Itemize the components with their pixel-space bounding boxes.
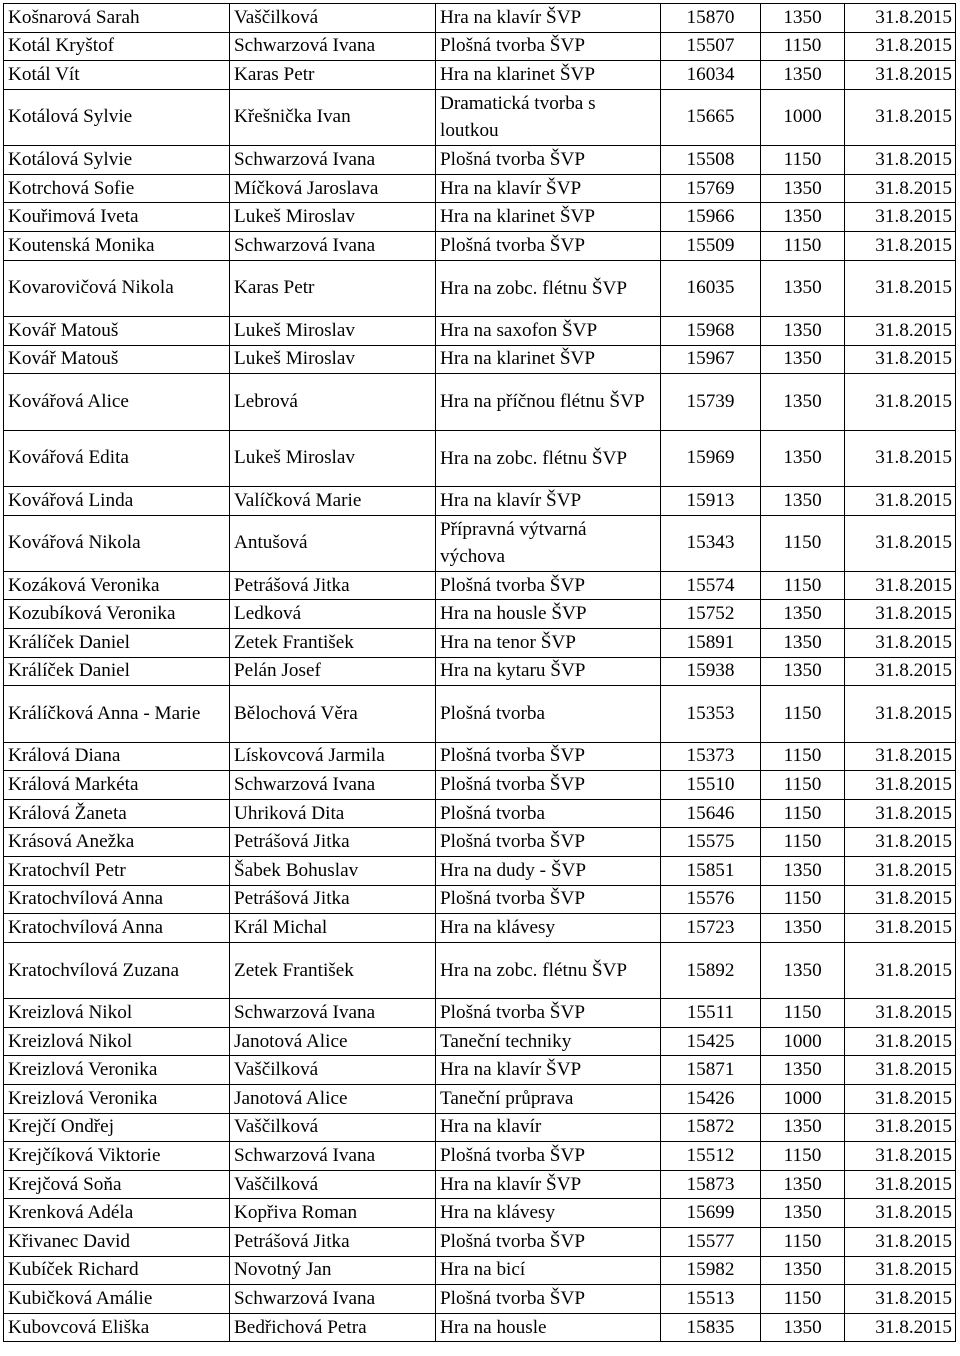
price-cell: 1350	[761, 1170, 845, 1199]
price-cell: 1150	[761, 146, 845, 175]
table-row	[4, 1056, 956, 1085]
student-name-cell: Kozubíková Veronika	[4, 600, 230, 629]
student-name-cell: Křivanec David	[4, 1227, 230, 1256]
date-cell: 31.8.2015	[845, 629, 956, 658]
subject-cell: Hra na příčnou flétnu ŠVP	[436, 374, 661, 430]
price-cell: 1350	[761, 174, 845, 203]
student-name-cell: Krenková Adéla	[4, 1199, 230, 1228]
subject-cell: Hra na klavír ŠVP	[436, 1056, 661, 1085]
teacher-name-cell: Petrášová Jitka	[230, 571, 436, 600]
date-cell: 31.8.2015	[845, 600, 956, 629]
teacher-name-cell: Kopřiva Roman	[230, 1199, 436, 1228]
date-cell: 31.8.2015	[845, 914, 956, 943]
subject-cell: Plošná tvorba ŠVP	[436, 999, 661, 1028]
teacher-name-cell: Král Michal	[230, 914, 436, 943]
price-cell: 1150	[761, 231, 845, 260]
code-cell: 15851	[661, 857, 761, 886]
code-cell: 15646	[661, 799, 761, 828]
subject-cell: Hra na bicí	[436, 1256, 661, 1285]
teacher-name-cell: Novotný Jan	[230, 1256, 436, 1285]
code-cell: 16034	[661, 61, 761, 90]
teacher-name-cell: Šabek Bohuslav	[230, 857, 436, 886]
teacher-name-cell: Bělochová Věra	[230, 686, 436, 742]
teacher-name-cell: Vaščilková	[230, 4, 436, 33]
table-row	[4, 515, 956, 571]
teacher-name-cell: Petrášová Jitka	[230, 885, 436, 914]
table-row	[4, 1256, 956, 1285]
date-cell: 31.8.2015	[845, 942, 956, 998]
date-cell: 31.8.2015	[845, 345, 956, 374]
code-cell: 15891	[661, 629, 761, 658]
code-cell: 15576	[661, 885, 761, 914]
code-cell: 15574	[661, 571, 761, 600]
price-cell: 1000	[761, 1027, 845, 1056]
date-cell: 31.8.2015	[845, 657, 956, 686]
student-name-cell: Krejčí Ondřej	[4, 1113, 230, 1142]
code-cell: 15575	[661, 828, 761, 857]
code-cell: 15508	[661, 146, 761, 175]
subject-cell: Hra na housle	[436, 1313, 661, 1342]
student-name-cell: Kotrchová Sofie	[4, 174, 230, 203]
table-row	[4, 600, 956, 629]
date-cell: 31.8.2015	[845, 771, 956, 800]
price-cell: 1150	[761, 571, 845, 600]
code-cell: 15938	[661, 657, 761, 686]
subject-cell: Plošná tvorba ŠVP	[436, 231, 661, 260]
table-row	[4, 742, 956, 771]
teacher-name-cell: Schwarzová Ivana	[230, 1142, 436, 1171]
date-cell: 31.8.2015	[845, 686, 956, 742]
subject-cell: Dramatická tvorba s loutkou	[436, 89, 661, 145]
code-cell: 15966	[661, 203, 761, 232]
table-row	[4, 32, 956, 61]
date-cell: 31.8.2015	[845, 1113, 956, 1142]
subject-cell: Plošná tvorba ŠVP	[436, 571, 661, 600]
date-cell: 31.8.2015	[845, 203, 956, 232]
date-cell: 31.8.2015	[845, 430, 956, 486]
code-cell: 15513	[661, 1285, 761, 1314]
date-cell: 31.8.2015	[845, 1084, 956, 1113]
student-name-cell: Kovářová Nikola	[4, 515, 230, 571]
code-cell: 15343	[661, 515, 761, 571]
subject-cell: Plošná tvorba ŠVP	[436, 742, 661, 771]
table-row	[4, 771, 956, 800]
date-cell: 31.8.2015	[845, 32, 956, 61]
price-cell: 1150	[761, 742, 845, 771]
table-row	[4, 486, 956, 515]
date-cell: 31.8.2015	[845, 857, 956, 886]
subject-cell: Hra na zobc. flétnu ŠVP	[436, 942, 661, 998]
table-row	[4, 316, 956, 345]
price-cell: 1350	[761, 4, 845, 33]
code-cell: 15426	[661, 1084, 761, 1113]
price-cell: 1150	[761, 1142, 845, 1171]
price-cell: 1150	[761, 515, 845, 571]
enrollment-table	[3, 3, 956, 1342]
price-cell: 1350	[761, 914, 845, 943]
student-name-cell: Kreizlová Nikol	[4, 1027, 230, 1056]
date-cell: 31.8.2015	[845, 828, 956, 857]
subject-cell: Hra na klavír ŠVP	[436, 486, 661, 515]
teacher-name-cell: Pelán Josef	[230, 657, 436, 686]
student-name-cell: Kozáková Veronika	[4, 571, 230, 600]
table-row	[4, 885, 956, 914]
subject-cell: Plošná tvorba ŠVP	[436, 885, 661, 914]
student-name-cell: Krásová Anežka	[4, 828, 230, 857]
code-cell: 15752	[661, 600, 761, 629]
student-name-cell: Kratochvíl Petr	[4, 857, 230, 886]
date-cell: 31.8.2015	[845, 1199, 956, 1228]
subject-cell: Hra na zobc. flétnu ŠVP	[436, 260, 661, 316]
code-cell: 15835	[661, 1313, 761, 1342]
subject-cell: Plošná tvorba	[436, 799, 661, 828]
student-name-cell: Kouřimová Iveta	[4, 203, 230, 232]
table-row	[4, 999, 956, 1028]
subject-cell: Taneční techniky	[436, 1027, 661, 1056]
teacher-name-cell: Vaščilková	[230, 1113, 436, 1142]
price-cell: 1150	[761, 1285, 845, 1314]
table-row	[4, 1199, 956, 1228]
date-cell: 31.8.2015	[845, 1027, 956, 1056]
teacher-name-cell: Ledková	[230, 600, 436, 629]
date-cell: 31.8.2015	[845, 61, 956, 90]
price-cell: 1350	[761, 1313, 845, 1342]
date-cell: 31.8.2015	[845, 1170, 956, 1199]
price-cell: 1150	[761, 885, 845, 914]
price-cell: 1350	[761, 1199, 845, 1228]
teacher-name-cell: Schwarzová Ivana	[230, 1285, 436, 1314]
subject-cell: Plošná tvorba ŠVP	[436, 828, 661, 857]
date-cell: 31.8.2015	[845, 486, 956, 515]
price-cell: 1350	[761, 629, 845, 658]
subject-cell: Hra na klavír ŠVP	[436, 1170, 661, 1199]
teacher-name-cell: Bedřichová Petra	[230, 1313, 436, 1342]
student-name-cell: Kovář Matouš	[4, 345, 230, 374]
student-name-cell: Kovarovičová Nikola	[4, 260, 230, 316]
code-cell: 15968	[661, 316, 761, 345]
table-row	[4, 942, 956, 998]
teacher-name-cell: Vaščilková	[230, 1056, 436, 1085]
price-cell: 1350	[761, 61, 845, 90]
teacher-name-cell: Petrášová Jitka	[230, 1227, 436, 1256]
price-cell: 1350	[761, 600, 845, 629]
code-cell: 15353	[661, 686, 761, 742]
subject-cell: Hra na housle ŠVP	[436, 600, 661, 629]
table-row	[4, 203, 956, 232]
date-cell: 31.8.2015	[845, 231, 956, 260]
date-cell: 31.8.2015	[845, 374, 956, 430]
student-name-cell: Kratochvílová Anna	[4, 885, 230, 914]
student-name-cell: Kubíček Richard	[4, 1256, 230, 1285]
code-cell: 15873	[661, 1170, 761, 1199]
price-cell: 1000	[761, 89, 845, 145]
subject-cell: Plošná tvorba ŠVP	[436, 32, 661, 61]
subject-cell: Hra na kytaru ŠVP	[436, 657, 661, 686]
teacher-name-cell: Lukeš Miroslav	[230, 430, 436, 486]
teacher-name-cell: Lukeš Miroslav	[230, 316, 436, 345]
code-cell: 15511	[661, 999, 761, 1028]
student-name-cell: Králíček Daniel	[4, 657, 230, 686]
subject-cell: Hra na zobc. flétnu ŠVP	[436, 430, 661, 486]
student-name-cell: Kreizlová Nikol	[4, 999, 230, 1028]
teacher-name-cell: Janotová Alice	[230, 1084, 436, 1113]
student-name-cell: Kubičková Amálie	[4, 1285, 230, 1314]
teacher-name-cell: Karas Petr	[230, 61, 436, 90]
price-cell: 1150	[761, 828, 845, 857]
table-row	[4, 260, 956, 316]
code-cell: 15509	[661, 231, 761, 260]
table-row	[4, 1084, 956, 1113]
code-cell: 15699	[661, 1199, 761, 1228]
teacher-name-cell: Antušová	[230, 515, 436, 571]
price-cell: 1350	[761, 345, 845, 374]
teacher-name-cell: Karas Petr	[230, 260, 436, 316]
student-name-cell: Kreizlová Veronika	[4, 1056, 230, 1085]
price-cell: 1350	[761, 203, 845, 232]
teacher-name-cell: Petrášová Jitka	[230, 828, 436, 857]
table-row	[4, 146, 956, 175]
table-row	[4, 430, 956, 486]
price-cell: 1350	[761, 857, 845, 886]
subject-cell: Plošná tvorba ŠVP	[436, 146, 661, 175]
student-name-cell: Kovář Matouš	[4, 316, 230, 345]
code-cell: 15425	[661, 1027, 761, 1056]
subject-cell: Hra na saxofon ŠVP	[436, 316, 661, 345]
student-name-cell: Králíček Daniel	[4, 629, 230, 658]
date-cell: 31.8.2015	[845, 799, 956, 828]
teacher-name-cell: Lukeš Miroslav	[230, 345, 436, 374]
table-row	[4, 1285, 956, 1314]
teacher-name-cell: Schwarzová Ivana	[230, 146, 436, 175]
code-cell: 15872	[661, 1113, 761, 1142]
date-cell: 31.8.2015	[845, 1142, 956, 1171]
code-cell: 15871	[661, 1056, 761, 1085]
teacher-name-cell: Zetek František	[230, 942, 436, 998]
price-cell: 1350	[761, 374, 845, 430]
code-cell: 15769	[661, 174, 761, 203]
teacher-name-cell: Valíčková Marie	[230, 486, 436, 515]
code-cell: 15510	[661, 771, 761, 800]
teacher-name-cell: Vaščilková	[230, 1170, 436, 1199]
price-cell: 1350	[761, 316, 845, 345]
subject-cell: Hra na klavír ŠVP	[436, 4, 661, 33]
price-cell: 1350	[761, 1056, 845, 1085]
subject-cell: Taneční průprava	[436, 1084, 661, 1113]
date-cell: 31.8.2015	[845, 1056, 956, 1085]
student-name-cell: Kovářová Linda	[4, 486, 230, 515]
subject-cell: Hra na klarinet ŠVP	[436, 203, 661, 232]
student-name-cell: Králová Markéta	[4, 771, 230, 800]
subject-cell: Hra na klavír ŠVP	[436, 174, 661, 203]
code-cell: 15665	[661, 89, 761, 145]
subject-cell: Plošná tvorba ŠVP	[436, 1285, 661, 1314]
price-cell: 1350	[761, 942, 845, 998]
code-cell: 15870	[661, 4, 761, 33]
table-row	[4, 374, 956, 430]
price-cell: 1350	[761, 1113, 845, 1142]
student-name-cell: Kotálová Sylvie	[4, 146, 230, 175]
table-row	[4, 1142, 956, 1171]
student-name-cell: Košnarová Sarah	[4, 4, 230, 33]
table-row	[4, 1227, 956, 1256]
date-cell: 31.8.2015	[845, 999, 956, 1028]
table-row	[4, 174, 956, 203]
code-cell: 15577	[661, 1227, 761, 1256]
date-cell: 31.8.2015	[845, 260, 956, 316]
table-row	[4, 61, 956, 90]
student-name-cell: Kreizlová Veronika	[4, 1084, 230, 1113]
price-cell: 1350	[761, 430, 845, 486]
table-row	[4, 571, 956, 600]
code-cell: 16035	[661, 260, 761, 316]
student-name-cell: Kratochvílová Anna	[4, 914, 230, 943]
table-row	[4, 799, 956, 828]
student-name-cell: Koutenská Monika	[4, 231, 230, 260]
teacher-name-cell: Uhriková Dita	[230, 799, 436, 828]
table-row	[4, 231, 956, 260]
subject-cell: Hra na klávesy	[436, 1199, 661, 1228]
student-name-cell: Kovářová Alice	[4, 374, 230, 430]
student-name-cell: Kovářová Edita	[4, 430, 230, 486]
date-cell: 31.8.2015	[845, 885, 956, 914]
table-row	[4, 657, 956, 686]
date-cell: 31.8.2015	[845, 316, 956, 345]
price-cell: 1000	[761, 1084, 845, 1113]
teacher-name-cell: Lískovcová Jarmila	[230, 742, 436, 771]
subject-cell: Hra na klávesy	[436, 914, 661, 943]
price-cell: 1350	[761, 486, 845, 515]
price-cell: 1350	[761, 260, 845, 316]
date-cell: 31.8.2015	[845, 1227, 956, 1256]
price-cell: 1150	[761, 1227, 845, 1256]
student-name-cell: Kratochvílová Zuzana	[4, 942, 230, 998]
table-row	[4, 345, 956, 374]
date-cell: 31.8.2015	[845, 1256, 956, 1285]
teacher-name-cell: Lukeš Miroslav	[230, 203, 436, 232]
teacher-name-cell: Schwarzová Ivana	[230, 999, 436, 1028]
code-cell: 15373	[661, 742, 761, 771]
table-row	[4, 1113, 956, 1142]
teacher-name-cell: Schwarzová Ivana	[230, 231, 436, 260]
student-name-cell: Kubovcová Eliška	[4, 1313, 230, 1342]
table-row	[4, 1313, 956, 1342]
subject-cell: Hra na tenor ŠVP	[436, 629, 661, 658]
price-cell: 1150	[761, 32, 845, 61]
subject-cell: Hra na klavír	[436, 1113, 661, 1142]
teacher-name-cell: Míčková Jaroslava	[230, 174, 436, 203]
subject-cell: Hra na klarinet ŠVP	[436, 61, 661, 90]
subject-cell: Plošná tvorba ŠVP	[436, 771, 661, 800]
subject-cell: Plošná tvorba ŠVP	[436, 1227, 661, 1256]
teacher-name-cell: Křešnička Ivan	[230, 89, 436, 145]
date-cell: 31.8.2015	[845, 146, 956, 175]
teacher-name-cell: Schwarzová Ivana	[230, 771, 436, 800]
table-row	[4, 4, 956, 33]
price-cell: 1150	[761, 771, 845, 800]
date-cell: 31.8.2015	[845, 4, 956, 33]
date-cell: 31.8.2015	[845, 742, 956, 771]
date-cell: 31.8.2015	[845, 89, 956, 145]
subject-cell: Hra na klarinet ŠVP	[436, 345, 661, 374]
student-name-cell: Krejčíková Viktorie	[4, 1142, 230, 1171]
student-name-cell: Krejčová Soňa	[4, 1170, 230, 1199]
date-cell: 31.8.2015	[845, 1313, 956, 1342]
student-name-cell: Králová Žaneta	[4, 799, 230, 828]
student-name-cell: Kotál Vít	[4, 61, 230, 90]
code-cell: 15913	[661, 486, 761, 515]
price-cell: 1350	[761, 1256, 845, 1285]
code-cell: 15892	[661, 942, 761, 998]
table-row	[4, 686, 956, 742]
table-row	[4, 1170, 956, 1199]
teacher-name-cell: Janotová Alice	[230, 1027, 436, 1056]
price-cell: 1150	[761, 999, 845, 1028]
price-cell: 1150	[761, 799, 845, 828]
teacher-name-cell: Lebrová	[230, 374, 436, 430]
table-row	[4, 1027, 956, 1056]
subject-cell: Plošná tvorba	[436, 686, 661, 742]
table-row	[4, 914, 956, 943]
student-name-cell: Králová Diana	[4, 742, 230, 771]
subject-cell: Plošná tvorba ŠVP	[436, 1142, 661, 1171]
code-cell: 15739	[661, 374, 761, 430]
date-cell: 31.8.2015	[845, 1285, 956, 1314]
code-cell: 15969	[661, 430, 761, 486]
table-row	[4, 857, 956, 886]
date-cell: 31.8.2015	[845, 515, 956, 571]
student-name-cell: Kotál Kryštof	[4, 32, 230, 61]
student-name-cell: Králíčková Anna - Marie	[4, 686, 230, 742]
subject-cell: Přípravná výtvarná výchova	[436, 515, 661, 571]
code-cell: 15967	[661, 345, 761, 374]
code-cell: 15512	[661, 1142, 761, 1171]
subject-cell: Hra na dudy - ŠVP	[436, 857, 661, 886]
table-row	[4, 89, 956, 145]
enrollment-table-body	[4, 4, 956, 1342]
code-cell: 15507	[661, 32, 761, 61]
table-row	[4, 828, 956, 857]
price-cell: 1150	[761, 686, 845, 742]
teacher-name-cell: Zetek František	[230, 629, 436, 658]
table-row	[4, 629, 956, 658]
date-cell: 31.8.2015	[845, 174, 956, 203]
code-cell: 15723	[661, 914, 761, 943]
date-cell: 31.8.2015	[845, 571, 956, 600]
code-cell: 15982	[661, 1256, 761, 1285]
student-name-cell: Kotálová Sylvie	[4, 89, 230, 145]
price-cell: 1350	[761, 657, 845, 686]
teacher-name-cell: Schwarzová Ivana	[230, 32, 436, 61]
